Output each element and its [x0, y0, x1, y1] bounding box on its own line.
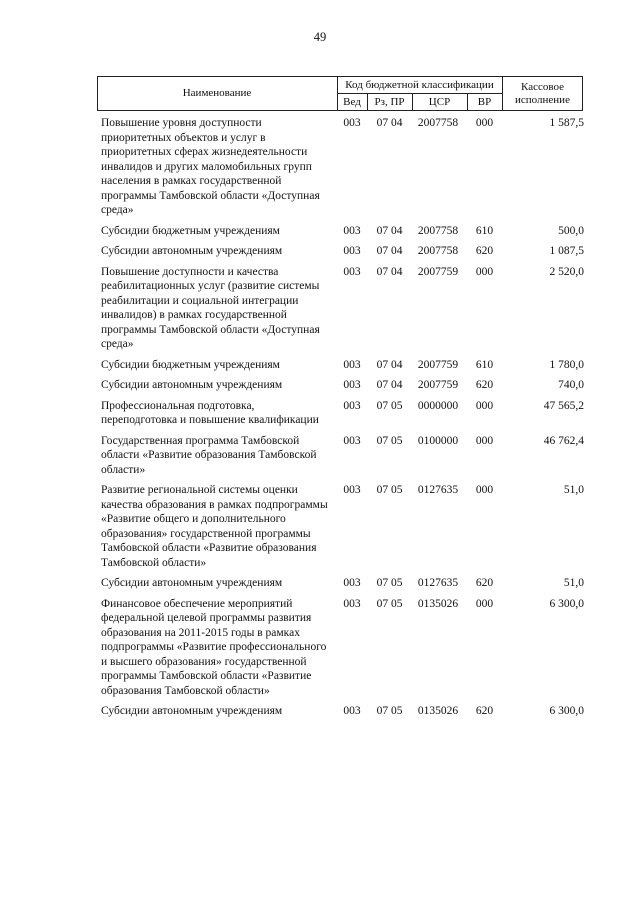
table-row [97, 399, 583, 428]
header-name: Наименование [182, 87, 252, 99]
header-ved: Вед [343, 96, 361, 108]
row-vr: 620 [475, 705, 494, 717]
row-amount: 2 520,0 [549, 265, 584, 278]
header-exec-line1: Кассовое [521, 81, 564, 93]
row-name: Государственная программа Тамбовской области «Развитие образования Тамбовской области» [101, 434, 317, 476]
row-csr: 0000000 [417, 399, 459, 412]
table-row [97, 244, 583, 259]
row-name: Субсидии автономным учреждениям [101, 577, 283, 589]
row-amount: 500,0 [558, 224, 584, 237]
row-name: Финансовое обеспечение мероприятий федеральной целевой программы развития образования на 2011-2015 годы в рамках подпрограммы «Развитие профессионального и высшего образования» государственной программы Тамбовской области «Развитие образования Тамбовской области» [101, 597, 327, 697]
row-amount: 51,0 [563, 577, 584, 589]
row-vr: 610 [475, 224, 494, 237]
table-row [97, 265, 583, 352]
row-csr: 2007759 [417, 265, 459, 278]
row-rz-pr: 07 04 [376, 224, 403, 237]
row-vr: 000 [475, 597, 494, 610]
row-vr: 620 [475, 379, 494, 391]
table-row [97, 378, 583, 393]
row-vr: 000 [475, 117, 494, 129]
row-ved: 003 [343, 379, 361, 391]
table-row [97, 116, 583, 218]
row-vr: 000 [475, 484, 494, 496]
row-name: Субсидии автономным учреждениям [101, 379, 283, 391]
row-name: Профессиональная подготовка, переподготовка и повышение квалификации [101, 399, 319, 426]
row-csr: 0127635 [417, 484, 459, 496]
row-csr: 2007758 [417, 117, 459, 129]
page-number: 49 [313, 30, 327, 44]
row-amount: 1 087,5 [549, 245, 584, 257]
row-ved: 003 [343, 434, 361, 447]
header-csr: ЦСР [428, 96, 451, 108]
header-exec-line2: исполнение [515, 94, 570, 106]
row-ved: 003 [343, 245, 361, 257]
row-rz-pr: 07 04 [376, 245, 403, 257]
table-row [97, 224, 583, 239]
table-row [97, 434, 583, 478]
row-vr: 610 [475, 358, 494, 371]
row-name: Повышение уровня доступности приоритетных объектов и услуг в приоритетных сферах жизнедеятельности инвалидов и других маломобильных групп населения в рамках государственной программы Тамбовской области «Доступная среда» [101, 117, 320, 216]
row-name: Субсидии бюджетным учреждениям [101, 358, 280, 371]
table-body [97, 116, 583, 725]
row-vr: 000 [475, 434, 494, 447]
row-rz-pr: 07 05 [376, 597, 403, 610]
row-csr: 0100000 [417, 434, 459, 447]
row-amount: 47 565,2 [543, 399, 584, 412]
row-rz-pr: 07 05 [376, 399, 403, 412]
table-row [97, 483, 583, 570]
row-amount: 46 762,4 [543, 434, 584, 447]
row-csr: 2007759 [417, 379, 459, 391]
row-rz-pr: 07 04 [376, 117, 403, 129]
row-ved: 003 [343, 117, 361, 129]
row-name: Повышение доступности и качества реабилитационных услуг (развитие системы реабилитации и социальной интеграции инвалидов) в рамках государственной программы Тамбовской области «Доступная среда» [101, 265, 320, 350]
row-name: Субсидии бюджетным учреждениям [101, 224, 280, 237]
row-ved: 003 [343, 224, 361, 237]
row-amount: 51,0 [563, 484, 584, 496]
table-row [97, 358, 583, 373]
table-row [97, 704, 583, 719]
row-rz-pr: 07 04 [376, 379, 403, 391]
row-vr: 000 [475, 265, 494, 278]
row-ved: 003 [343, 597, 361, 610]
header-rz-pr: Рз, ПР [374, 96, 405, 108]
row-ved: 003 [343, 399, 361, 412]
header-code-subline [337, 93, 502, 94]
header-vr: ВР [477, 96, 492, 108]
row-amount: 6 300,0 [549, 705, 584, 717]
row-rz-pr: 07 05 [376, 434, 403, 447]
header-bottom-line [97, 110, 583, 111]
row-vr: 000 [475, 399, 494, 412]
row-amount: 6 300,0 [549, 597, 584, 610]
row-ved: 003 [343, 484, 361, 496]
table-header [97, 76, 583, 111]
table-row [97, 576, 583, 591]
row-ved: 003 [343, 705, 361, 717]
row-rz-pr: 07 04 [376, 265, 403, 278]
row-amount: 1 587,5 [549, 117, 584, 129]
row-csr: 2007758 [417, 224, 459, 237]
row-ved: 003 [343, 265, 361, 278]
row-csr: 0127635 [417, 577, 459, 589]
row-amount: 740,0 [558, 379, 584, 391]
row-ved: 003 [343, 577, 361, 589]
row-csr: 2007758 [417, 245, 459, 257]
row-csr: 0135026 [417, 597, 459, 610]
row-rz-pr: 07 05 [376, 577, 403, 589]
row-amount: 1 780,0 [549, 358, 584, 371]
table-row [97, 597, 583, 699]
header-code-group: Код бюджетной классификации [345, 79, 494, 91]
row-ved: 003 [343, 358, 361, 371]
header-top-line [97, 76, 583, 77]
row-name: Развитие региональной системы оценки качества образования в рамках подпрограммы «Развитие общего и дополнительного образования» государственной программы Тамбовской области «Развитие образования Тамбовской области» [101, 484, 328, 569]
row-csr: 0135026 [417, 705, 459, 717]
row-rz-pr: 07 04 [376, 358, 403, 371]
row-csr: 2007759 [417, 358, 459, 371]
row-vr: 620 [475, 577, 494, 589]
row-rz-pr: 07 05 [376, 705, 403, 717]
row-name: Субсидии автономным учреждениям [101, 705, 283, 717]
row-rz-pr: 07 05 [376, 484, 403, 496]
row-vr: 620 [475, 245, 494, 257]
row-name: Субсидии автономным учреждениям [101, 245, 283, 257]
